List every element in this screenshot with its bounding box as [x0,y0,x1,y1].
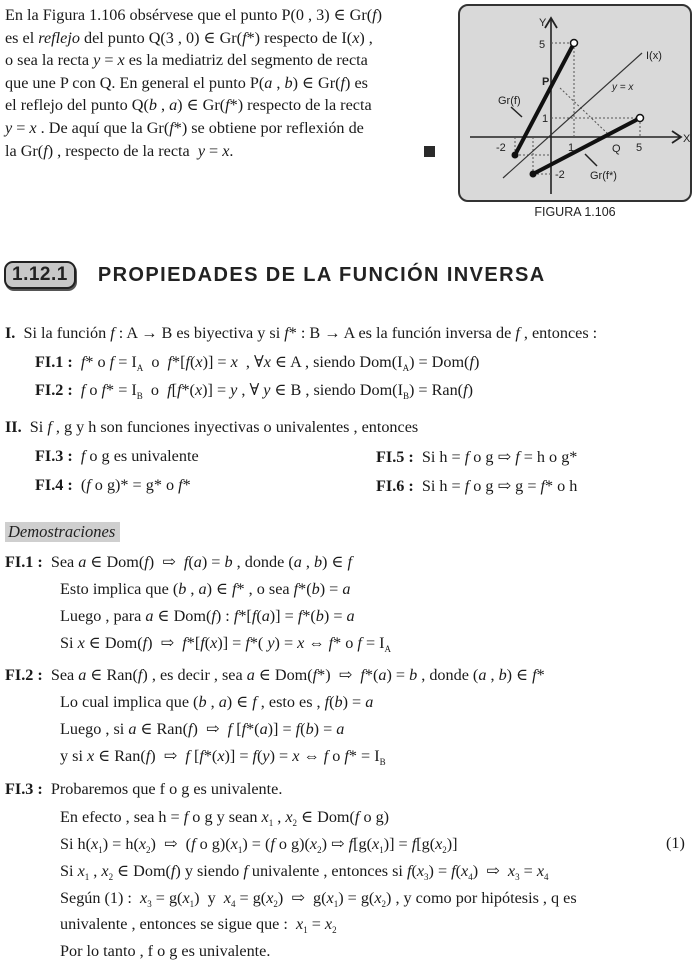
proof-text: Por lo tanto , f o g es univalente. [60,942,271,960]
proof-label: FI.1 : [5,553,43,571]
intro-line: que une P con Q. En general el punto P(a , b) ∈ Gr(f) es [5,73,368,92]
proof-line: FI.2 : Sea a ∈ Ran(f) , es decir , sea a ∈ Dom(f*) ⇨ f*(a) = b , donde (a , b) ∈ f* [5,666,545,684]
proof-line: Luego , si a ∈ Ran(f) ⇨ f [f*(a)] = f(b) = a [60,720,345,738]
graph-f-inverse-open-endpoint [637,115,644,122]
roman-numeral: I. [5,324,16,342]
intro-paragraph [5,4,437,162]
graph-f-open-endpoint [571,40,578,47]
graph-f-inverse-closed-endpoint [530,171,537,178]
proof-line: Si x ∈ Dom(f) ⇨ f*[f(x)] = f*( y) = x ⇔ f* o $f = I_A$ [60,634,392,654]
property-label: FI.6 : [376,477,414,495]
x-tick-1: 1 [568,142,575,154]
proof-label: FI.3 : [5,780,43,798]
proof-line: Lo cual implica que (b , a) ∈ f , esto es , f(b) = a [60,693,374,711]
y-tick-minus-2: -2 [555,169,565,181]
property-label: FI.4 : [35,476,73,494]
property-label: FI.5 : [376,448,414,466]
property-fi4: FI.4 : (f o g)* = g* o f* [35,476,191,494]
graph-f-label: Gr(f) [498,95,521,107]
x-tick-5: 5 [636,142,643,154]
y-tick-5: 5 [539,39,546,51]
graph-f-inverse-label: Gr(f*) [590,170,617,182]
graph-f-inverse [533,118,643,174]
property-label: FI.2 : [35,381,73,399]
section-number-badge: 1.12.1 [4,261,76,289]
figure-caption: FIGURA 1.106 [534,205,616,219]
intro-line: o sea la recta y = x es la mediatriz del segmento de recta [5,51,368,70]
intro-line: es el reflejo del punto Q(3 , 0) ∈ Gr(f*) respecto de I(x) , [5,28,373,47]
identity-line [503,53,642,178]
graph-svg [460,6,692,202]
roman-numeral: II. [5,418,22,436]
point-q-label: Q [612,143,621,155]
property-fi2: FI.2 : f o $f* = I_B$ o f[f*(x)] = y , ∀ y ∈ B , siendo $Dom(I_B) = Ran(f)$ [35,381,473,401]
proof-text: Probaremos que f o g es univalente. [50,780,283,798]
property-fi3: FI.3 : f o g es univalente [35,447,199,465]
proof-line: En efecto , sea h = f o g y sean $x_1$ , $x_2$ ∈ Dom(f o g) [60,808,390,828]
equation-number: (1) [666,834,685,852]
y-axis-label: Y [539,17,547,29]
intro-line: En la Figura 1.106 obsérvese que el punto P(0 , 3) ∈ Gr(f) [5,6,383,24]
intro-line: la Gr(f) , respecto de la recta y = x. [5,140,437,163]
proof-line: Luego , para a ∈ Dom(f) : f*[f(a)] = f*(b) = a [60,607,355,625]
point-p-label: P [542,76,550,88]
end-of-proof-marker [424,146,435,157]
property-fi6: FI.6 : Si h = f o g ⇨ g = f* o h [376,477,578,495]
proof-label: FI.2 : [5,666,43,684]
intro-line: y = x . De aquí que la Gr(f*) se obtiene por reflexión de [5,118,364,137]
proof-line: FI.1 : Sea a ∈ Dom(f) ⇨ f(a) = b , donde (a , b) ∈ f [5,553,353,571]
guide-lines [515,43,643,174]
section-title: PROPIEDADES DE LA FUNCIÓN INVERSA [97,263,546,286]
proof-line: Esto implica que (b , a) ∈ f* , o sea f*(b) = a [60,580,351,598]
label-pointer-f-inverse [585,154,597,166]
property-label: FI.1 : [35,353,73,371]
proof-line [60,942,270,961]
property-fi1: FI.1 : f* o $f = I_A$ o f*[f(x)] = x , ∀x ∈ A , siendo $Dom(I_A) = Dom(f)$ [35,353,480,373]
proofs-heading: Demostraciones [5,522,120,542]
part-1-intro: I. Si la función f : A → B es biyectiva y si f* : B → A es la función inversa de f , entonces : [5,324,598,342]
intro-line: el reflejo del punto Q(b , a) ∈ Gr(f*) respecto de la recta [5,96,372,115]
x-tick-minus-2: -2 [496,142,506,154]
proof-line: Si $x_1$ , $x_2$ ∈ Dom(f) y siendo f univalente , entonces si $f(x_3) = f(x_4)$ ⇨ $x_3 = x_4$ [60,862,549,882]
figure-1-106 [458,4,692,202]
label-pointer-f [511,107,522,117]
identity-label: I(x) [646,50,662,62]
proof-line: Si $h(x_1) = h(x_2)$ ⇨ (f o $g)(x_1) = (f$ o $g)(x_2)$ ⇨ $f[g(x_1)] = f[g(x_2)]$ [60,835,458,855]
graph-f-closed-endpoint [512,152,519,159]
proof-line [5,780,282,799]
proof-line: y si x ∈ Ran(f) ⇨ f [f*(x)] = f(y) = x ⇔ f o $f* = I_B$ [60,747,386,767]
proof-line: Según (1) : $x_3 = g(x_1)$ y $x_4 = g(x_2)$ ⇨ $g(x_1) = g(x_2)$ , y como por hipótesis , q es [60,889,577,909]
x-axis-label: X [683,133,691,145]
property-fi5: FI.5 : Si h = f o g ⇨ f = h o g* [376,448,578,466]
section-header [4,261,546,289]
property-label: FI.3 : [35,447,73,465]
part-2-intro: II. Si f , g y h son funciones inyectivas o univalentes , entonces [5,418,419,436]
graph-f [515,43,574,155]
proof-line: univalente , entonces se sigue que : $x_1 = x_2$ [60,915,337,935]
identity-equation-label: y = x [612,82,634,93]
y-tick-1: 1 [542,113,549,125]
